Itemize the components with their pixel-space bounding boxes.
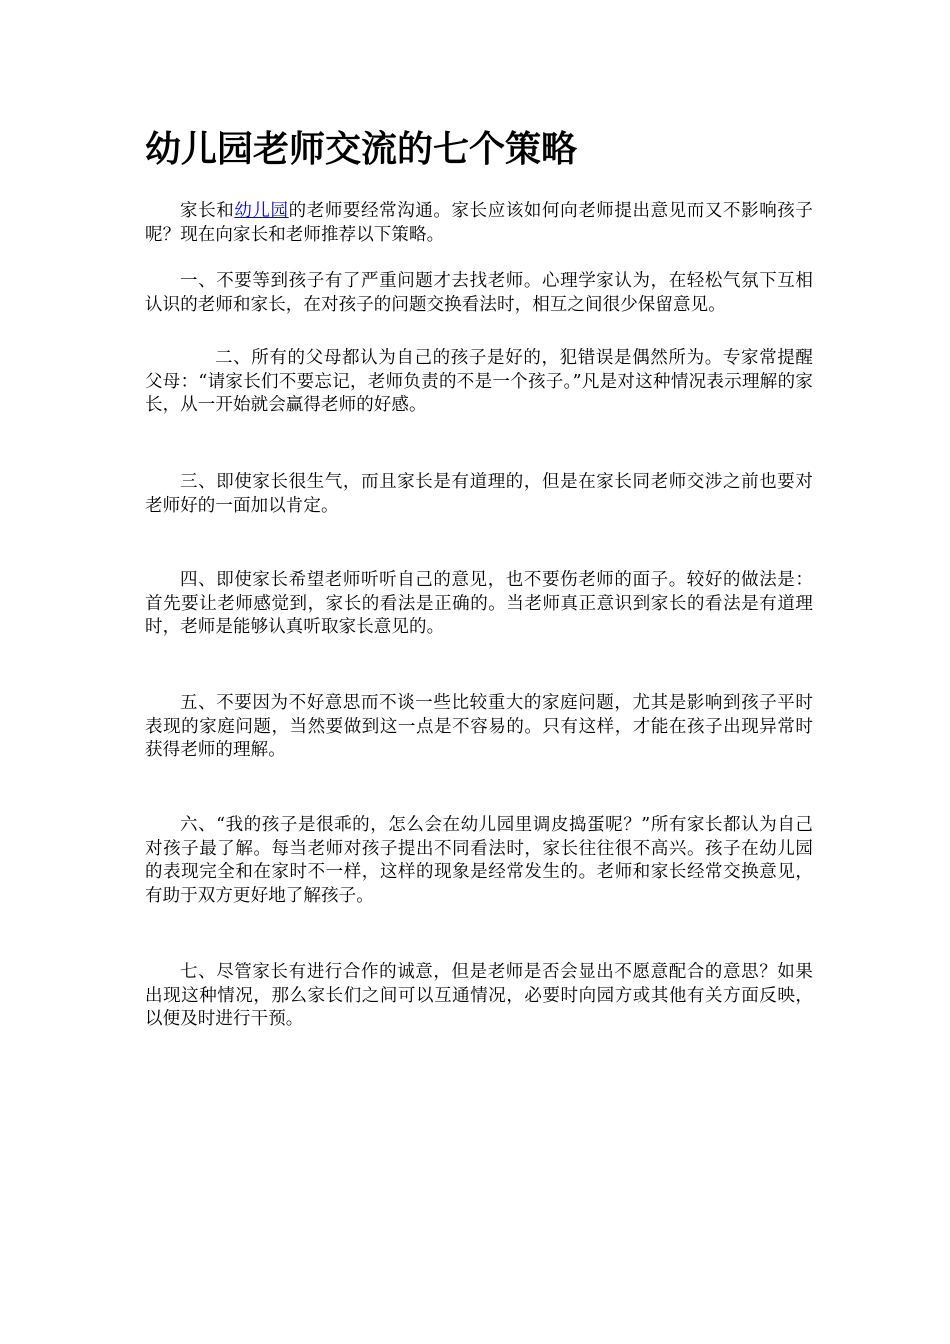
strategy-paragraph-5: 五、不要因为不好意思而不谈一些比较重大的家庭问题，尤其是影响到孩子平时表现的家庭问题，当然要做到这一点是不容易的。只有这样，才能在孩子出现异常时获得老师的理解。 <box>145 693 813 760</box>
strategy-paragraph-1: 一、不要等到孩子有了严重问题才去找老师。心理学家认为，在轻松气氛下互相认识的老师和家长，在对孩子的问题交换看法时，相互之间很少保留意见。 <box>145 271 813 315</box>
strategy-paragraph-2: 二、所有的父母都认为自己的孩子是好的，犯错误是偶然所为。专家常提醒父母：“请家长们不要忘记，老师负责的不是一个孩子。”凡是对这种情况表示理解的家长，从一开始就会赢得老师的好感。 <box>145 348 813 415</box>
kindergarten-link[interactable]: 幼儿园 <box>234 201 289 221</box>
strategy-paragraph-4: 四、即使家长希望老师听听自己的意见，也不要伤老师的面子。较好的做法是：首先要让老师感觉到，家长的看法是正确的。当老师真正意识到家长的看法是有道理时，老师是能够认真听取家长意见的。 <box>145 570 813 637</box>
intro-paragraph <box>145 200 813 247</box>
intro-text-after-link: 的老师要经常沟通。家长应该如何向老师提出意见而又不影响孩子呢？现在向家长和老师推荐以下策略。 <box>145 201 813 245</box>
intro-text-before-link: 家长和 <box>180 201 235 221</box>
strategy-paragraph-6: 六、“我的孩子是很乖的，怎么会在幼儿园里调皮捣蛋呢？”所有家长都认为自己对孩子最了解。每当老师对孩子提出不同看法时，家长往往很不高兴。孩子在幼儿园的表现完全和在家时不一样，这样的现象是经常发生的。老师和家长经常交换意见，有助于双方更好地了解孩子。 <box>145 815 813 906</box>
strategy-paragraph-3: 三、即使家长很生气，而且家长是有道理的，但是在家长同老师交涉之前也要对老师好的一面加以肯定。 <box>145 472 813 516</box>
strategy-paragraph-7: 七、尽管家长有进行合作的诚意，但是老师是否会显出不愿意配合的意思？如果出现这种情况，那么家长们之间可以互通情况，必要时向园方或其他有关方面反映，以便及时进行干预。 <box>145 962 813 1029</box>
page-title: 幼儿园老师交流的七个策略 <box>145 129 578 170</box>
